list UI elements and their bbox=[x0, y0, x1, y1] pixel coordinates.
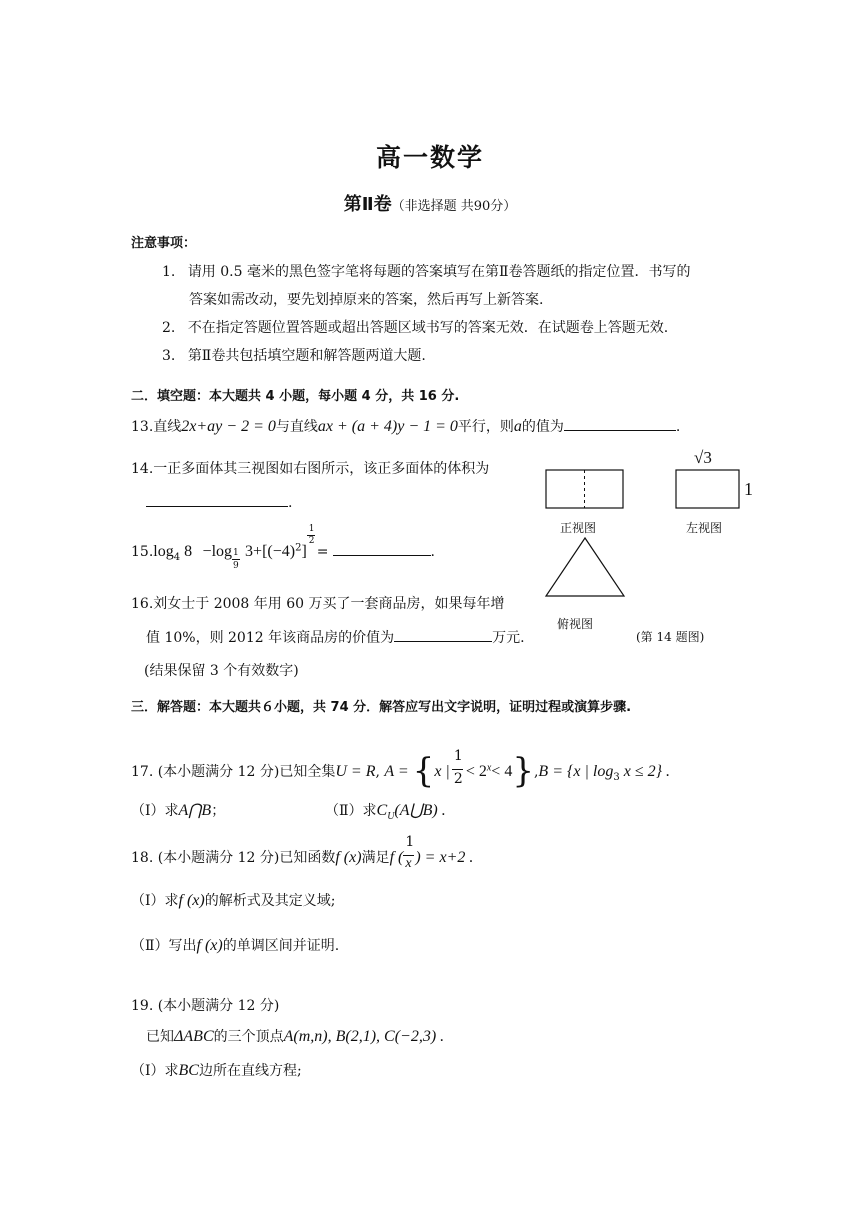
fraction-numerator: 1 bbox=[233, 548, 239, 558]
notice-item-1-continued: 答案如需改动，要先划掉原来的答案，然后再写上新答案. bbox=[189, 292, 544, 308]
math-expression: < 2 bbox=[465, 763, 487, 780]
question-18 bbox=[131, 834, 474, 871]
math-log: log bbox=[211, 543, 233, 560]
math-fraction bbox=[452, 748, 464, 787]
math-number: 3 bbox=[245, 543, 254, 560]
math-expression: ax + (a + 4)y − 1 = 0 bbox=[317, 418, 458, 435]
notice-item-text: 第Ⅱ卷共包括填空题和解答题两道大题. bbox=[187, 348, 426, 364]
question-17-part-1 bbox=[131, 800, 225, 820]
math-number: 8 bbox=[184, 543, 193, 560]
fraction-denominator: x bbox=[405, 856, 412, 871]
math-expression: U = R bbox=[335, 763, 376, 780]
fraction-numerator: 1 bbox=[453, 748, 463, 764]
left-brace: { bbox=[412, 751, 435, 791]
question-19-line2 bbox=[146, 1026, 444, 1046]
math-exponent: x bbox=[486, 762, 492, 774]
math-variable: a bbox=[513, 418, 522, 435]
question-14: 14.一正多面体其三视图如右图所示，该正多面体的体积为 bbox=[131, 461, 490, 477]
figure-caption: (第 14 题图) bbox=[636, 630, 705, 644]
question-18-part-1 bbox=[131, 890, 335, 910]
question-number: 15. bbox=[131, 544, 154, 560]
question-text: 的值为 bbox=[521, 419, 564, 435]
math-expression: < 4 bbox=[491, 763, 513, 780]
notice-item-number: 3. bbox=[162, 348, 176, 364]
top-view-triangle bbox=[546, 538, 624, 596]
math-operator: = bbox=[316, 544, 329, 560]
math-expression: A(m,n), B(2,1), C(−2,3) . bbox=[283, 1028, 445, 1045]
math-operator: + bbox=[253, 543, 263, 560]
math-expression: A⋂B bbox=[178, 802, 212, 819]
notice-item-number: 1. bbox=[162, 264, 176, 280]
part-label: （Ⅱ）写出 bbox=[131, 938, 197, 954]
side-view-height-label: 1 bbox=[744, 479, 753, 499]
question-text: 与直线 bbox=[275, 419, 318, 435]
fraction-denominator: 9 bbox=[233, 561, 239, 571]
punctuation: . bbox=[430, 544, 435, 560]
question-text: 值 10%，则 2012 年该商品房的价值为 bbox=[146, 630, 395, 646]
math-expression: f (x) bbox=[178, 892, 205, 909]
question-16-note: (结果保留 3 个有效数字) bbox=[144, 663, 299, 679]
math-expression: f ( bbox=[389, 849, 404, 866]
question-text: 的三个顶点 bbox=[213, 1029, 284, 1045]
question-text: 已知 bbox=[146, 1029, 174, 1045]
question-17-part-2 bbox=[325, 800, 446, 822]
question-text: 直线 bbox=[153, 419, 182, 435]
page-title: 高一数学 bbox=[375, 143, 484, 172]
math-bracket: ] bbox=[301, 543, 307, 560]
part-label: （Ⅰ）求 bbox=[131, 1063, 179, 1079]
subtitle-main: 第Ⅱ卷 bbox=[343, 194, 392, 215]
math-expression: B = {x | log bbox=[538, 763, 614, 780]
math-subscript: U bbox=[387, 810, 395, 822]
punctuation: . bbox=[675, 419, 681, 435]
part-label: （Ⅱ）求 bbox=[325, 803, 377, 819]
subtitle-note: （非选择题 共90分） bbox=[391, 199, 517, 214]
math-expression: 2x+ay − 2 = 0 bbox=[181, 418, 276, 435]
math-expression: x | bbox=[434, 763, 450, 780]
punctuation: . bbox=[288, 495, 293, 511]
math-subscript: 4 bbox=[173, 551, 181, 563]
question-text: 的解析式及其定义域; bbox=[204, 893, 336, 909]
section-heading-fill-in: 二．填空题：本大题共 4 小题，每小题 4 分，共 16 分. bbox=[131, 389, 460, 404]
fraction-numerator: 1 bbox=[405, 834, 415, 850]
question-number: 13. bbox=[131, 419, 154, 435]
math-expression: (A⋃B) . bbox=[394, 802, 446, 819]
part-label: （Ⅰ）求 bbox=[131, 893, 179, 909]
math-expression: f (x) bbox=[335, 849, 362, 866]
math-expression: A = bbox=[384, 763, 413, 780]
math-expression: x ≤ 2} . bbox=[619, 763, 670, 780]
question-17: 17. (本小题满分 12 分)已知全集U = R, A = {x | $\frac{1}{2}$ < $2^x< 4\},B = \{x$ | $\log_3 x \le 2$} . bbox=[131, 748, 670, 791]
math-exponent: 2 bbox=[295, 542, 302, 554]
question-text: 17. (本小题满分 12 分)已知全集 bbox=[131, 764, 336, 780]
question-text: 边所在直线方程; bbox=[198, 1063, 302, 1079]
fraction-numerator: 1 bbox=[308, 524, 315, 534]
side-view-label: 左视图 bbox=[686, 521, 723, 535]
math-expression: BC bbox=[178, 1062, 199, 1079]
question-text: 万元. bbox=[492, 630, 525, 646]
part-label: （Ⅰ）求 bbox=[131, 803, 179, 819]
notice-item-text: 请用 0.5 毫米的黑色签字笔将每题的答案填写在第Ⅱ卷答题纸的指定位置．书写的 bbox=[187, 264, 691, 280]
question-19-part-1 bbox=[131, 1060, 302, 1080]
fraction-bar bbox=[452, 769, 463, 770]
punctuation: , bbox=[375, 764, 380, 780]
top-view-label: 俯视图 bbox=[557, 617, 594, 631]
notice-item-number: 2. bbox=[162, 320, 176, 336]
math-expression: f (x) bbox=[196, 937, 223, 954]
section-heading-solutions: 三．解答题：本大题共６小题，共 74 分．解答应写出文字说明，证明过程或演算步骤. bbox=[131, 700, 632, 715]
math-expression: ΔABC bbox=[174, 1028, 214, 1045]
question-19: 19. (本小题满分 12 分) bbox=[131, 998, 280, 1014]
notice-item-text: 不在指定答题位置答题或超出答题区域书写的答案无效．在试题卷上答题无效. bbox=[187, 320, 669, 336]
math-operator: − bbox=[202, 543, 212, 560]
front-view-label: 正视图 bbox=[560, 521, 597, 535]
math-expression: ) = x+2 . bbox=[415, 849, 474, 866]
fraction-denominator: 2 bbox=[453, 771, 463, 787]
question-text: 满足 bbox=[361, 850, 390, 866]
math-fraction bbox=[403, 834, 415, 871]
right-brace: } bbox=[512, 751, 534, 791]
notice-heading: 注意事项： bbox=[131, 236, 197, 251]
math-log: log bbox=[153, 543, 174, 560]
side-view-width-label: √3 bbox=[694, 448, 712, 467]
side-view-rectangle bbox=[676, 470, 739, 508]
fraction-denominator: 2 bbox=[308, 536, 315, 546]
question-text: 18. (本小题满分 12 分)已知函数 bbox=[131, 850, 336, 866]
question-text: 的单调区间并证明. bbox=[222, 938, 340, 954]
question-18-part-2 bbox=[131, 935, 339, 955]
math-bracket: [(−4) bbox=[262, 543, 296, 560]
math-expression: C bbox=[376, 802, 388, 819]
question-16: 16.刘女士于 2008 年用 60 万买了一套商品房，如果每年增 bbox=[131, 596, 505, 612]
math-subscript: 3 bbox=[613, 771, 620, 783]
punctuation: ； bbox=[211, 803, 226, 819]
question-text: 平行，则 bbox=[457, 419, 514, 435]
